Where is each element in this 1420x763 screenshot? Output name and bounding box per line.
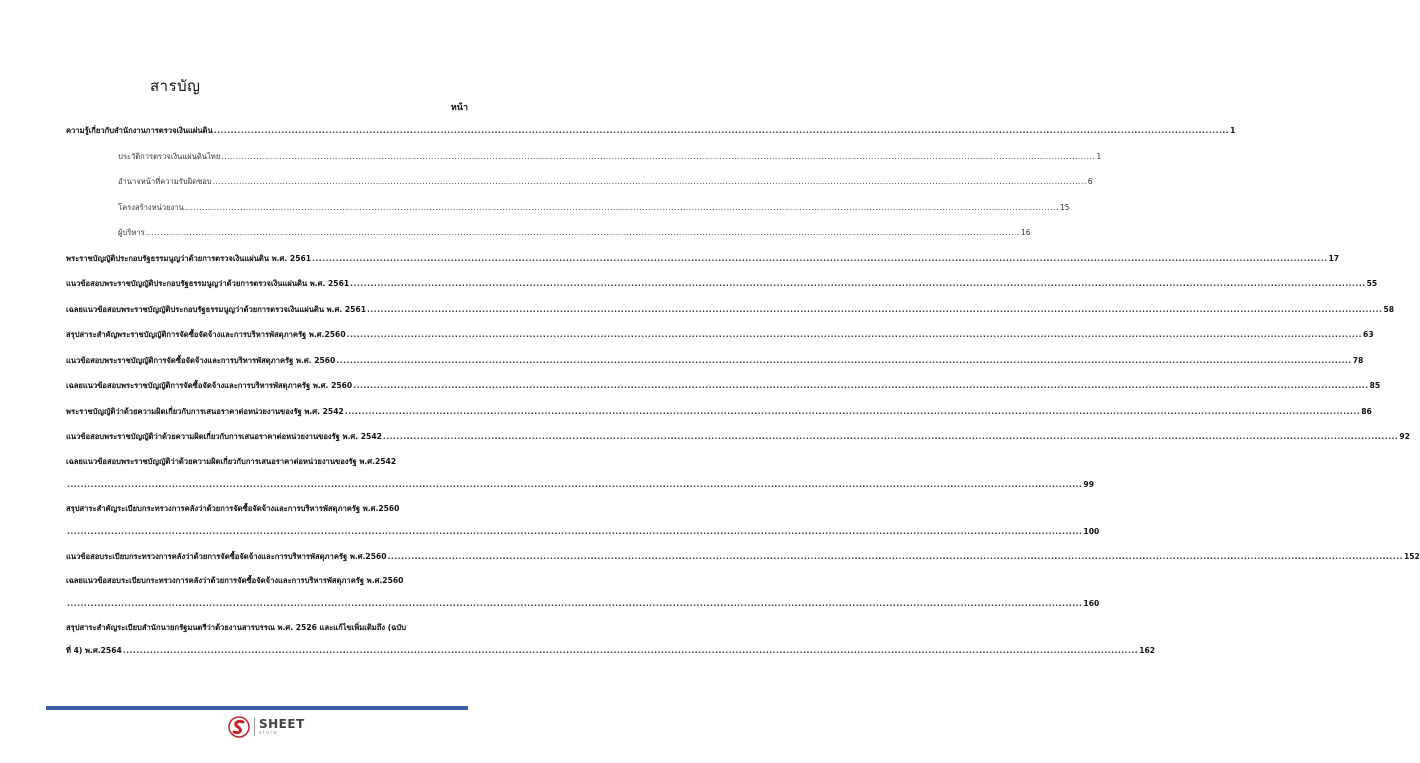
sheet-store-logo-icon bbox=[228, 716, 250, 738]
toc-heading: สารบัญ bbox=[150, 77, 201, 95]
toc-entry-page: 162 bbox=[1139, 646, 1156, 655]
toc-entry-page: 63 bbox=[1363, 330, 1374, 339]
toc-entry-title: แนวข้อสอบระเบียบกระทรวงการคลังว่าด้วยการจัดซื้อจัดจ้างและการบริหารพัสดุภาครัฐ พ.ศ.2560 bbox=[66, 551, 387, 561]
toc-leader-dots: ............................................................................................................................................................................................................................................................................................................ bbox=[184, 202, 1059, 212]
toc-entry-title: แนวข้อสอบพระราชบัญญัติว่าด้วยความผิดเกี่ยวกับการเสนอราคาต่อหน่วยงานของรัฐ พ.ศ. 2542 bbox=[66, 432, 382, 441]
toc-entry-page: 16 bbox=[1020, 228, 1031, 237]
toc-entry[interactable] bbox=[66, 297, 1395, 323]
toc-entry-title-cont: ที่ 4) พ.ศ.2564 bbox=[66, 646, 122, 655]
toc-entry[interactable] bbox=[66, 246, 1340, 272]
toc-entry-title: เฉลยแนวข้อสอบพระราชบัญญัติประกอบรัฐธรรมนูญว่าด้วยการตรวจเงินแผ่นดิน พ.ศ. 2561 bbox=[66, 304, 367, 314]
toc-entry[interactable] bbox=[66, 195, 1070, 221]
toc-entry-page: 58 bbox=[1383, 304, 1395, 314]
toc-entry-page: 85 bbox=[1369, 381, 1381, 390]
toc-entry-title: สรุปสาระสำคัญระเบียบสำนักนายกรัฐมนตรีว่าด้วยงานสารบรรณ พ.ศ. 2526 และแก้ไขเพิ่มเติมถึง (ฉบับ bbox=[66, 623, 407, 632]
toc-entry-title: เฉลยแนวข้อสอบพระราชบัญญัติการจัดซื้อจัดจ้างและการบริหารพัสดุภาครัฐ พ.ศ. 2560 bbox=[66, 381, 353, 390]
toc-leader-dots: ............................................................................................................................................................................................................................................................................................................ bbox=[221, 151, 1096, 161]
toc-entry-title: ความรู้เกี่ยวกับสำนักงานการตรวจเงินแผ่นดิน bbox=[66, 126, 213, 135]
toc-entry-title: แนวข้อสอบพระราชบัญญัติการจัดซื้อจัดจ้างและการบริหารพัสดุภาครัฐ พ.ศ. 2560 bbox=[66, 355, 336, 365]
toc-entry[interactable] bbox=[66, 424, 1410, 450]
toc-entry-page: 1 bbox=[1230, 126, 1236, 135]
toc-entry-page: 55 bbox=[1366, 279, 1378, 288]
toc-entry[interactable] bbox=[66, 450, 1094, 497]
toc-entry-page: 15 bbox=[1059, 202, 1070, 212]
toc-leader-dots: ............................................................................................................................................................................................................................................................................................................ bbox=[353, 381, 1369, 390]
toc-entry-title: พระราชบัญญัติประกอบรัฐธรรมนูญว่าด้วยการตรวจเงินแผ่นดิน พ.ศ. 2561 bbox=[66, 253, 312, 263]
toc-entry[interactable] bbox=[66, 569, 1100, 616]
toc-entry-page: 86 bbox=[1361, 406, 1372, 416]
toc-entry-title: เฉลยแนวข้อสอบพระราชบัญญัติว่าด้วยความผิดเกี่ยวกับการเสนอราคาต่อหน่วยงานของรัฐ พ.ศ.2542 bbox=[66, 456, 397, 466]
toc-entry[interactable] bbox=[66, 399, 1372, 425]
toc-entry[interactable] bbox=[66, 169, 1093, 195]
toc-entry[interactable] bbox=[66, 322, 1374, 348]
toc-leader-dots: ............................................................................................................................................................................................................................................................................................................ bbox=[212, 177, 1087, 186]
sheet-store-logo bbox=[228, 716, 305, 738]
page-column-label: หน้า bbox=[450, 103, 468, 113]
footer-divider bbox=[46, 706, 468, 710]
toc-entry[interactable] bbox=[66, 118, 1236, 144]
logo-divider bbox=[254, 718, 255, 736]
toc-leader-dots: ............................................................................................................................................................................................................................................................................................................ bbox=[122, 646, 1139, 655]
toc-entry-title: สรุปสาระสำคัญพระราชบัญญัติการจัดซื้อจัดจ้างและการบริหารพัสดุภาครัฐ พ.ศ.2560 bbox=[66, 330, 346, 339]
toc-leader-dots: ............................................................................................................................................................................................................................................................................................................ bbox=[336, 355, 1352, 365]
toc-entry[interactable] bbox=[66, 373, 1381, 399]
toc-entry-title: ผู้บริหาร bbox=[118, 228, 145, 237]
toc-entry[interactable] bbox=[66, 616, 1156, 663]
toc-entry-page: 99 bbox=[1083, 479, 1094, 489]
toc-entry-page: 152 bbox=[1403, 551, 1420, 561]
toc-leader-dots: ............................................................................................................................................................................................................................................................................................................ bbox=[67, 526, 1083, 536]
toc-leader-dots: ............................................................................................................................................................................................................................................................................................................ bbox=[67, 599, 1083, 608]
toc-entry[interactable] bbox=[66, 220, 1031, 246]
toc-leader-dots: ............................................................................................................................................................................................................................................................................................................ bbox=[312, 253, 1328, 263]
toc-entry-title: แนวข้อสอบพระราชบัญญัติประกอบรัฐธรรมนูญว่าด้วยการตรวจเงินแผ่นดิน พ.ศ. 2561 bbox=[66, 279, 350, 288]
toc-leader-dots: ............................................................................................................................................................................................................................................................................................................ bbox=[346, 330, 1363, 339]
toc-entry-page: 92 bbox=[1399, 432, 1410, 441]
logo-sub-text: store bbox=[259, 730, 278, 736]
toc-entry[interactable] bbox=[66, 497, 1100, 544]
toc-entry-title: อำนาจหน้าที่ความรับผิดชอบ bbox=[118, 177, 212, 186]
toc-entry-page: 160 bbox=[1083, 599, 1100, 608]
toc-leader-dots: ............................................................................................................................................................................................................................................................................................................ bbox=[145, 228, 1020, 237]
toc-entry[interactable] bbox=[66, 544, 1420, 570]
toc-entry-title: โครงสร้างหน่วยงาน bbox=[118, 202, 184, 212]
toc-leader-dots: ............................................................................................................................................................................................................................................................................................................ bbox=[382, 432, 1399, 441]
toc-entry-title: เฉลยแนวข้อสอบระเบียบกระทรวงการคลังว่าด้วยการจัดซื้อจัดจ้างและการบริหารพัสดุภาครัฐ พ.ศ.2560 bbox=[66, 576, 404, 585]
toc-leader-dots: ............................................................................................................................................................................................................................................................................................................ bbox=[367, 304, 1383, 314]
toc-leader-dots: ............................................................................................................................................................................................................................................................................................................ bbox=[350, 279, 1366, 288]
toc-entry-title: ประวัติการตรวจเงินแผ่นดินไทย bbox=[118, 151, 221, 161]
toc-leader-dots: ............................................................................................................................................................................................................................................................................................................ bbox=[344, 406, 1361, 416]
toc-entry-page: 100 bbox=[1083, 526, 1100, 536]
toc-entry-title: สรุปสาระสำคัญระเบียบกระทรวงการคลังว่าด้วยการจัดซื้อจัดจ้างและการบริหารพัสดุภาครัฐ พ.ศ.2560 bbox=[66, 503, 400, 513]
toc-leader-dots: ............................................................................................................................................................................................................................................................................................................ bbox=[67, 479, 1083, 489]
toc-entry-page: 6 bbox=[1087, 177, 1093, 186]
toc-entry-page: 78 bbox=[1352, 355, 1364, 365]
toc-entry-title: พระราชบัญญัติว่าด้วยความผิดเกี่ยวกับการเสนอราคาต่อหน่วยงานของรัฐ พ.ศ. 2542 bbox=[66, 406, 344, 416]
toc-entry-page: 17 bbox=[1328, 253, 1340, 263]
toc-entry[interactable] bbox=[66, 144, 1102, 170]
toc-leader-dots: ............................................................................................................................................................................................................................................................................................................ bbox=[387, 551, 1403, 561]
toc-entry[interactable] bbox=[66, 271, 1378, 297]
table-of-contents bbox=[66, 118, 1420, 663]
logo-brand-text: SHEET bbox=[259, 717, 305, 731]
toc-entry-page: 1 bbox=[1096, 151, 1102, 161]
toc-leader-dots: ............................................................................................................................................................................................................................................................................................................ bbox=[213, 126, 1230, 135]
toc-entry[interactable] bbox=[66, 348, 1364, 374]
